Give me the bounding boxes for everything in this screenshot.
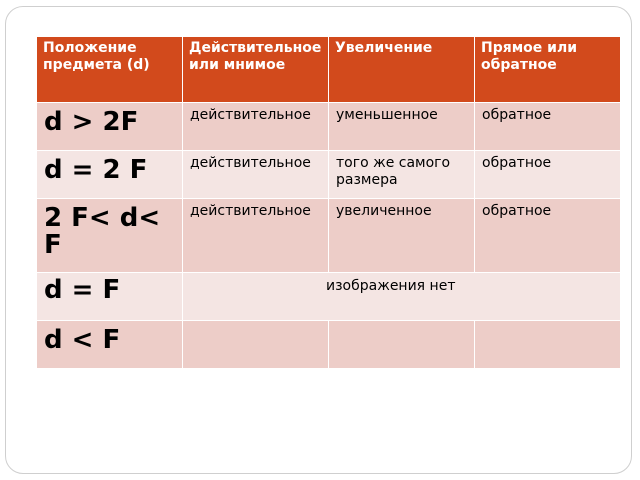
cell-magnification: увеличенное: [329, 199, 475, 273]
header-real-or-virtual: Действительное или мнимое: [183, 37, 329, 103]
cell-magnification: того же самого размера: [329, 151, 475, 199]
table-header-row: [37, 37, 621, 103]
cell-orientation: обратное: [475, 103, 621, 151]
cell-type: [183, 321, 329, 369]
cell-position: d = 2 F: [37, 151, 183, 199]
table-row: [37, 273, 621, 321]
cell-orientation: обратное: [475, 199, 621, 273]
table-row: [37, 321, 621, 369]
table-row: [37, 151, 621, 199]
cell-merged-no-image: [183, 273, 621, 321]
cell-magnification: [329, 321, 475, 369]
header-position: Положение предмета (d): [37, 37, 183, 103]
cell-position: 2 F< d< F: [37, 199, 183, 273]
header-magnification: Увеличение: [329, 37, 475, 103]
header-orientation: Прямое или обратное: [475, 37, 621, 103]
cell-type: действительное: [183, 151, 329, 199]
no-image-label: изображения нет: [326, 278, 456, 294]
image-properties-table: [36, 36, 621, 369]
cell-position: d = F: [37, 273, 183, 321]
cell-position: d < F: [37, 321, 183, 369]
cell-position: d > 2F: [37, 103, 183, 151]
cell-orientation: [475, 321, 621, 369]
cell-orientation: обратное: [475, 151, 621, 199]
cell-magnification: уменьшенное: [329, 103, 475, 151]
cell-type: действительное: [183, 199, 329, 273]
table-row: [37, 103, 621, 151]
table-row: [37, 199, 621, 273]
cell-type: действительное: [183, 103, 329, 151]
